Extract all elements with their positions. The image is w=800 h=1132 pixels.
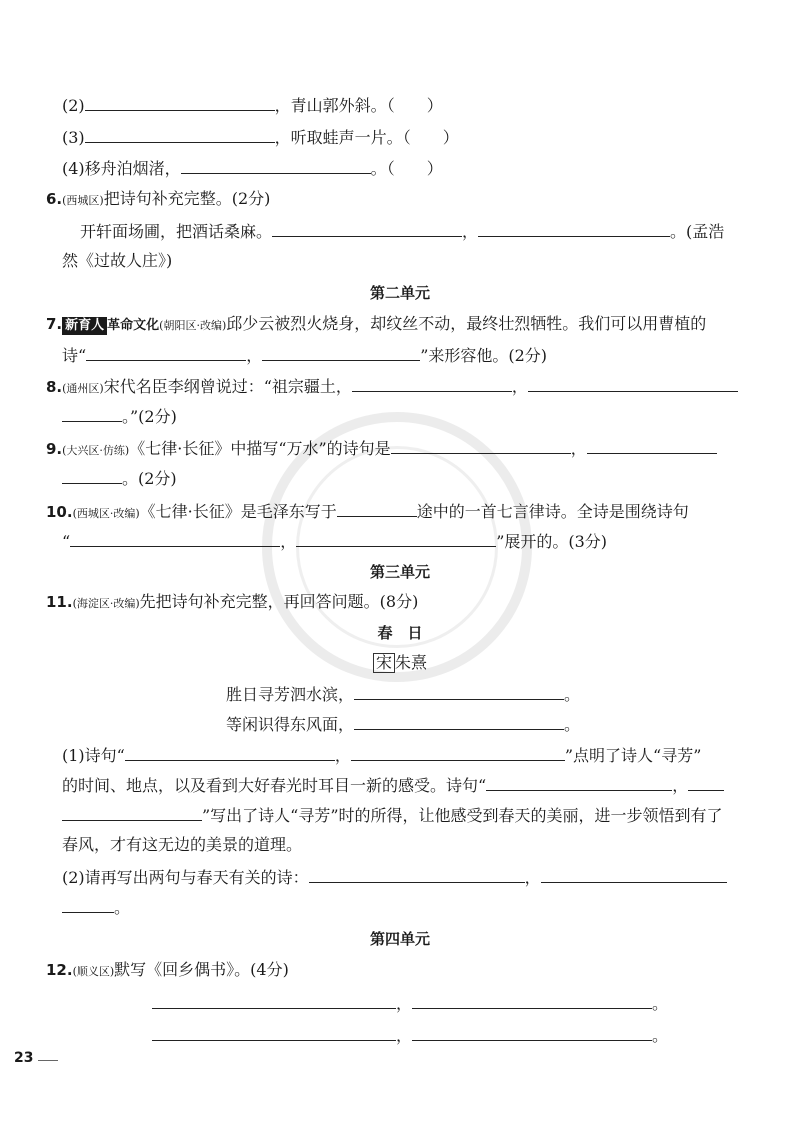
answer-blank[interactable] [62,405,122,422]
answer-blank[interactable] [181,157,371,174]
answer-blank[interactable] [62,804,202,821]
dynasty-label: 宋 [373,653,395,673]
answer-blank[interactable] [296,530,496,547]
unit-3-heading: 第三单元 [369,563,430,581]
q9-line-2: 。(2分) [62,467,177,490]
q11-sub1-line3: ”写出了诗人“寻芳”时的所得，让他感受到春天的美丽，进一步领悟到有了 [62,804,723,827]
question-6: 6.(西城区)把诗句补充完整。(2分) [46,189,271,208]
q11-sub1-line2: 的时间、地点，以及看到大好春光时耳目一新的感受。诗句“ ， [62,774,724,797]
answer-blank[interactable] [62,896,114,913]
answer-blank[interactable] [351,744,565,761]
answer-blank[interactable] [412,992,652,1009]
answer-blank[interactable] [272,220,462,237]
answer-blank[interactable] [478,220,670,237]
answer-blank[interactable] [62,467,122,484]
q12-line-1: ， 。 [152,992,668,1015]
answer-blank[interactable] [688,774,724,791]
unit-4-heading: 第四单元 [369,930,430,948]
question-10: 10.(西城区·改编)《七律·长征》是毛泽东写于 途中的一首七言律诗。全诗是围绕诗句 [46,502,689,521]
poem-title: 春 日 [377,624,423,642]
answer-blank[interactable] [412,1024,652,1041]
answer-blank[interactable] [587,437,717,454]
poem-line-1: 胜日寻芳泗水滨， 。 [226,685,581,704]
answer-blank[interactable] [309,866,525,883]
poem-line-2: 等闲识得东风面， 。 [226,715,581,734]
new-tag: 新育人 [62,317,107,335]
q5-item-2: (2) ，青山郭外斜。（ ） [62,96,443,115]
answer-blank[interactable] [152,1024,396,1041]
answer-blank[interactable] [486,774,672,791]
answer-blank[interactable] [85,126,275,143]
answer-blank[interactable] [354,683,564,700]
q6-source-line: 然《过故人庄》) [62,251,173,270]
question-12: 12.(顺义区)默写《回乡偶书》。(4分) [46,960,289,979]
q11-sub2-line1: (2)请再写出两句与春天有关的诗： ， [62,866,727,889]
answer-blank[interactable] [262,344,420,361]
page-number-rule [38,1060,58,1061]
q12-line-2: ， 。 [152,1024,668,1047]
q11-sub1-line4: 春风，才有这无边的美景的道理。 [62,835,303,854]
page-number: 23 [14,1050,34,1066]
q11-sub2-line2: 。 [62,896,130,919]
answer-blank[interactable] [86,344,246,361]
answer-blank[interactable] [541,866,727,883]
q6-answer-line: 开轩面场圃，把酒话桑麻。 ， 。(孟浩 [80,222,725,241]
answer-blank[interactable] [70,530,280,547]
answer-blank[interactable] [528,375,738,392]
answer-blank[interactable] [352,375,512,392]
answer-blank[interactable] [152,992,396,1009]
q8-line-2: 。”(2分) [62,405,177,428]
question-9: 9.(大兴区·仿练)《七律·长征》中描写“万水”的诗句是 ， [46,437,717,462]
poem-author: 宋 朱熹 [0,652,800,674]
answer-blank[interactable] [391,437,571,454]
question-11: 11.(海淀区·改编)先把诗句补充完整，再回答问题。(8分) [46,592,419,611]
answer-blank[interactable] [337,500,417,517]
unit-2-heading: 第二单元 [369,284,430,302]
q11-sub1-line1: (1)诗句“ ， ”点明了诗人“寻芳” [62,746,702,765]
q10-answer-line: “ ， ”展开的。(3分) [62,532,608,551]
answer-blank[interactable] [85,94,275,111]
question-8: 8.(通州区)宋代名臣李纲曾说过：“祖宗疆土， ， [46,375,738,400]
question-7: 7. 新育人 革命文化(朝阳区·改编)邱少云被烈火烧身，却纹丝不动，最终壮烈牺牲。我们可以用曹植的 [46,314,707,333]
q5-item-3: (3) ，听取蛙声一片。（ ） [62,128,459,147]
answer-blank[interactable] [125,744,335,761]
q7-answer-line: 诗“ ， ”来形容他。(2分) [62,346,548,365]
q5-item-4: (4)移舟泊烟渚， 。（ ） [62,159,443,178]
answer-blank[interactable] [354,713,564,730]
